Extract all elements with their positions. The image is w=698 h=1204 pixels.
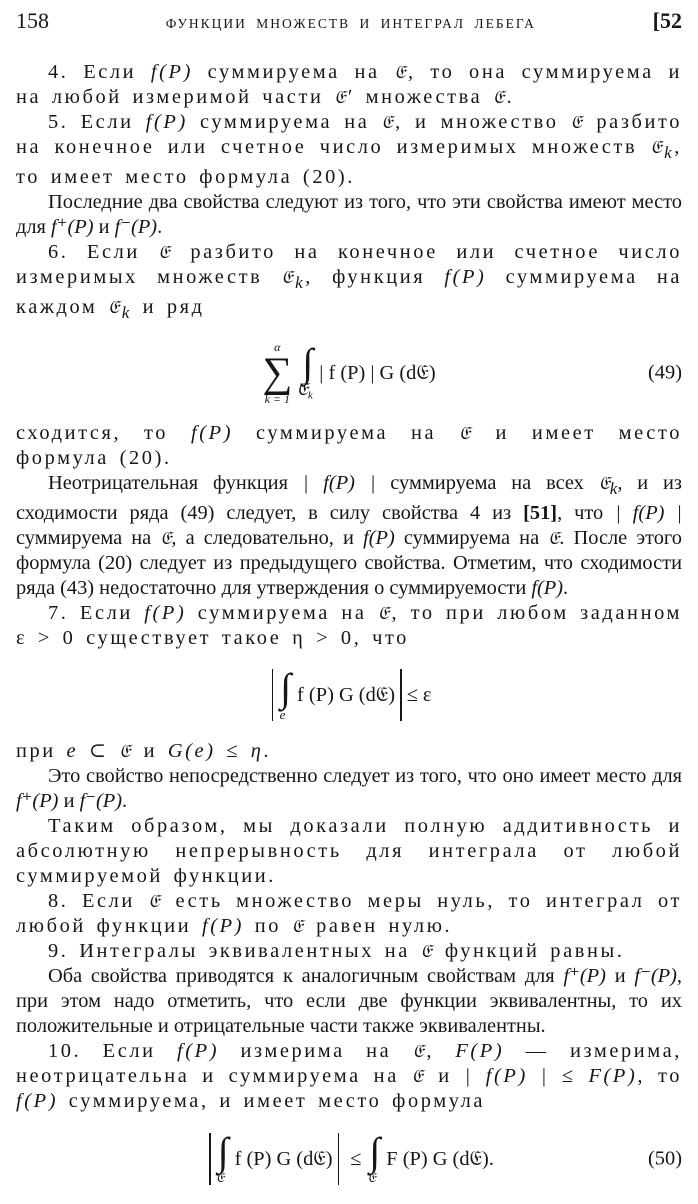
equation-number-49: (49) [648, 361, 682, 384]
page-header [16, 8, 682, 38]
paragraph-nonnegative: Неотрицательная функция | f(P) | суммируема на всех 𝔈$_k$, и из сходимости ряда (49) следует, в силу свойства 4 из [51], что | f(P) | суммируема на 𝔈, а следовательно, и f(P) суммируема на 𝔈. После этого формула (20) следует из предыдущего свойства. Отметим, что сходимости ряда (43) недостаточно для утверждения о суммируемости f(P). [16, 472, 683, 600]
paragraph-last-two: Последние два свойства следуют из того, что эти свойства имеют место для f⁺(P) и f⁻(P). [16, 191, 682, 239]
paragraph-property-follows: Это свойство непосредственно следует из того, что оно имеет место для f⁺(P) и f⁻(P). [16, 765, 682, 813]
running-title: ФУНКЦИИ МНОЖЕСТВ И ИНТЕГРАЛ ЛЕБЕГА [165, 16, 536, 31]
equation-49 [16, 325, 682, 421]
property-4: 4. Если f(P) суммируема на 𝔈, то она суммируема и на любой измеримой части 𝔈′ множества 𝔈. [16, 61, 683, 108]
section-number: [52 [652, 8, 682, 33]
property-7-condition: при e ⊂ 𝔈 и G(e) ≤ η. [16, 740, 272, 763]
property-6-continued: сходится, то f(P) суммируема на 𝔈 и имеет место формула (20). [16, 422, 682, 470]
paragraph-thus: Таким образом, мы доказали полную аддитивность и абсолютную непрерывность для интеграла от любой суммируемой функции. [16, 815, 682, 888]
page-number: 158 [16, 8, 49, 33]
equation-49-body: | f (P) | G (d𝔈) [319, 361, 436, 384]
property-9: 9. Интегралы эквивалентных на 𝔈 функций равны. [48, 940, 625, 963]
equation-50: ∫ 𝔈 f (P) G (d𝔈) ≤ ∫ 𝔈 F (P) G (d𝔈). (50) [16, 1114, 682, 1204]
equation-absolute-continuity: ∫ e f (P) G (d𝔈) ≤ ε [16, 651, 682, 739]
property-6: 6. Если 𝔈 разбито на конечное или счетное число измеримых множеств 𝔈$_k$, функция f(P) суммируема на каждом 𝔈$_k$ и ряд [16, 241, 683, 323]
property-7: 7. Если f(P) суммируема на 𝔈, то при любом заданном ε > 0 существует такое η > 0, что [16, 602, 682, 650]
property-5: 5. Если f(P) суммируема на 𝔈, и множество 𝔈 разбито на конечное или счетное число измеримых множеств 𝔈$_k$, то имеет место формула (20). [16, 111, 683, 189]
equation-number-50: (50) [648, 1147, 682, 1170]
property-10: 10. Если f(P) измерима на 𝔈, F(P) — измерима, неотрицательна и суммируема на 𝔈 и | f(P) | ≤ F(P), то f(P) суммируема, и имеет место формула [16, 1040, 682, 1113]
sum-sign: α ∑ k = 1 [262, 340, 293, 407]
integral-sign: ∫ 𝔈$_k$ [296, 340, 314, 403]
property-8: 8. Если 𝔈 есть множество меры нуль, то интеграл от любой функции f(P) по 𝔈 равен нулю. [16, 890, 682, 938]
paragraph-both-properties: Оба свойства приводятся к аналогичным свойствам для f⁺(P) и f⁻(P), при этом надо отметить, что если две функции эквивалентны, то их положительные и отрицательные части также эквивалентны. [16, 965, 682, 1038]
